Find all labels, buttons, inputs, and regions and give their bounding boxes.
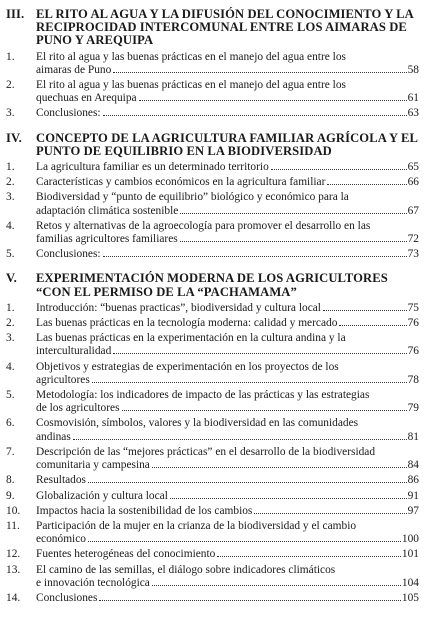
entry-title-line: Retos y alternativas de la agroecología para promover el desarrollo en las: [36, 219, 371, 232]
toc-section: [6, 272, 419, 605]
toc-entry: [6, 490, 419, 503]
page-number: 67: [407, 204, 419, 217]
entry-title-line: Metodología: los indicadores de impacto de las prácticas y las estrategias: [36, 389, 370, 402]
page-number: 97: [407, 504, 419, 517]
dot-leader: [339, 325, 406, 326]
toc-entry: [6, 564, 419, 590]
entry-title: aimaras de Puno: [36, 63, 112, 76]
page-number: 84: [407, 459, 419, 472]
page-number: 63: [407, 107, 419, 120]
page-number: 72: [407, 233, 419, 246]
entry-title: de los agricultores: [36, 402, 120, 415]
entry-last-line: [36, 161, 419, 174]
page-number: 86: [407, 474, 419, 487]
entry-number: 6.: [6, 417, 15, 430]
entry-body: [36, 332, 419, 358]
page-number: 75: [407, 301, 419, 314]
entry-body: [36, 220, 419, 246]
page-number: 73: [407, 248, 419, 261]
entry-body: [36, 51, 419, 77]
entry-number: 4.: [6, 219, 15, 232]
entry-title: Conclusiones:: [36, 107, 101, 120]
entry-title: e innovación tecnológica: [36, 576, 150, 589]
entry-number: 2.: [6, 317, 15, 330]
dot-leader: [113, 72, 406, 73]
section-number: III.: [6, 7, 25, 21]
entry-body: [36, 79, 419, 105]
entry-title: Globalización y cultura local: [36, 489, 168, 502]
entry-title: Conclusiones:: [36, 248, 101, 261]
dot-leader: [327, 184, 406, 185]
dot-leader: [152, 467, 407, 468]
entry-last-line: [36, 107, 419, 120]
toc-entry: [6, 176, 419, 189]
entry-number: 3.: [6, 332, 15, 345]
dot-leader: [122, 410, 407, 411]
entry-title: Las buenas prácticas en la tecnología moderna: calidad y mercado: [36, 317, 338, 330]
toc-entry: [6, 548, 419, 561]
entry-number: 2.: [6, 176, 15, 189]
entry-number: 5.: [6, 389, 15, 402]
entry-body: [36, 564, 419, 590]
entry-title: interculturalidad: [36, 345, 112, 358]
section-heading: [6, 132, 419, 158]
dot-leader: [103, 115, 407, 116]
entry-last-line: [36, 490, 419, 503]
entry-body: [36, 446, 419, 472]
entry-number: 12.: [6, 548, 21, 561]
entry-title: La agricultura familiar es un determinado territorio: [36, 161, 269, 174]
entry-body: [36, 361, 419, 387]
dot-leader: [99, 600, 401, 601]
entry-body: [36, 191, 419, 217]
dot-leader: [180, 213, 406, 214]
page-number: 61: [407, 92, 419, 105]
page-number: 100: [401, 533, 419, 546]
entry-title-line: El camino de las semillas, el diálogo sobre indicadores climáticos: [36, 563, 336, 576]
page-number: 81: [407, 430, 419, 443]
entry-title: Características y cambios económicos en la agricultura familiar: [36, 176, 326, 189]
entry-title: andinas: [36, 430, 71, 443]
entry-title: adaptación climática sostenible: [36, 204, 179, 217]
section-number: IV.: [6, 130, 22, 145]
entry-last-line: [36, 533, 419, 546]
toc-entry: [6, 302, 419, 315]
entry-last-line: [36, 577, 419, 590]
dot-leader: [139, 100, 407, 101]
entry-title: Fuentes heterogéneas del conocimiento: [36, 548, 216, 561]
section-title: CONCEPTO DE LA AGRICULTURA FAMILIAR AGRÍCOLA Y EL PUNTO DE EQUILIBRIO EN LA BIODIVERSIDAD: [36, 130, 418, 158]
toc-entry: [6, 79, 419, 105]
entry-last-line: [36, 233, 419, 246]
toc-section: [6, 132, 419, 262]
entry-title: quechuas en Arequipa: [36, 92, 137, 105]
entry-body: [36, 248, 419, 261]
entry-number: 13.: [6, 563, 21, 576]
page-number: 78: [407, 373, 419, 386]
dot-leader: [103, 256, 407, 257]
entry-title-line: Descripción de las “mejores prácticas” en el desarrollo de la biodiversidad: [36, 445, 376, 458]
toc-entry: [6, 389, 419, 415]
entry-title: económico: [36, 533, 86, 546]
entry-last-line: [36, 92, 419, 105]
entry-last-line: [36, 176, 419, 189]
entry-last-line: [36, 317, 419, 330]
entry-number: 2.: [6, 79, 15, 92]
entry-last-line: [36, 431, 419, 444]
entry-number: 9.: [6, 489, 15, 502]
page-number: 58: [407, 63, 419, 76]
dot-leader: [113, 353, 406, 354]
toc-entry: [6, 51, 419, 77]
dot-leader: [88, 482, 407, 483]
entry-last-line: [36, 548, 419, 561]
dot-leader: [152, 585, 401, 586]
section-number: V.: [6, 271, 17, 286]
page-number: 65: [407, 161, 419, 174]
entry-last-line: [36, 64, 419, 77]
entry-number: 1.: [6, 50, 15, 63]
entry-title: Conclusiones: [36, 591, 98, 604]
entry-last-line: [36, 505, 419, 518]
entry-number: 3.: [6, 191, 15, 204]
section-heading: [6, 272, 419, 298]
entry-last-line: [36, 459, 419, 472]
toc-entry: [6, 107, 419, 120]
entry-number: 8.: [6, 474, 15, 487]
toc-section: [6, 8, 419, 121]
entry-number: 14.: [6, 591, 21, 604]
entry-body: [36, 317, 419, 330]
entry-title-line: El rito al agua y las buenas prácticas en el manejo del agua entre los: [36, 79, 346, 92]
entry-body: [36, 417, 419, 443]
entry-title: agricultores: [36, 373, 90, 386]
dot-leader: [88, 541, 401, 542]
entry-body: [36, 505, 419, 518]
toc-entry: [6, 417, 419, 443]
toc-entry: [6, 161, 419, 174]
entry-title: Impactos hacia la sostenibilidad de los cambios: [36, 504, 253, 517]
toc-entry: [6, 332, 419, 358]
dot-leader: [180, 241, 407, 242]
page-number: 91: [407, 489, 419, 502]
entry-last-line: [36, 248, 419, 261]
entry-last-line: [36, 474, 419, 487]
entry-body: [36, 107, 419, 120]
toc-entry: [6, 361, 419, 387]
toc-entry: [6, 446, 419, 472]
entry-title-line: Objetivos y estrategias de experimentación en los proyectos de los: [36, 360, 339, 373]
dot-leader: [92, 382, 407, 383]
dot-leader: [323, 310, 407, 311]
entry-body: [36, 490, 419, 503]
entry-number: 7.: [6, 445, 15, 458]
section-title: EL RITO AL AGUA Y LA DIFUSIÓN DEL CONOCIMIENTO Y LA RECIPROCIDAD INTERCOMUNAL ENTRE LOS AIMARAS DE PUNO Y AREQUIPA: [36, 7, 414, 48]
toc-entry: [6, 317, 419, 330]
entry-last-line: [36, 402, 419, 415]
page-number: 76: [407, 317, 419, 330]
entry-last-line: [36, 205, 419, 218]
entry-body: [36, 592, 419, 605]
toc-entry: [6, 191, 419, 217]
section-heading: [6, 8, 419, 48]
entry-number: 11.: [6, 519, 20, 532]
dot-leader: [254, 513, 406, 514]
entry-last-line: [36, 374, 419, 387]
entry-title: comunitaria y campesina: [36, 459, 150, 472]
entry-title-line: Las buenas prácticas en la experimentación en la cultura andina y la: [36, 332, 346, 345]
entry-number: 1.: [6, 301, 15, 314]
page-number: 66: [407, 176, 419, 189]
entry-title: Resultados: [36, 474, 86, 487]
entry-number: 4.: [6, 360, 15, 373]
dot-leader: [271, 169, 407, 170]
page-number: 105: [401, 591, 419, 604]
dot-leader: [73, 439, 407, 440]
dot-leader: [170, 498, 407, 499]
entry-title: Introducción: “buenas practicas”, biodiversidad y cultura local: [36, 301, 321, 314]
entry-body: [36, 176, 419, 189]
entry-title: familias agricultores familiares: [36, 233, 178, 246]
entry-title-line: Participación de la mujer en la crianza de la biodiversidad y el cambio: [36, 519, 357, 532]
entry-last-line: [36, 302, 419, 315]
entry-title-line: El rito al agua y las buenas prácticas en el manejo del agua entre los: [36, 50, 346, 63]
entry-title-line: Cosmovisión, símbolos, valores y la biodiversidad en las comunidades: [36, 417, 359, 430]
page-number: 79: [407, 402, 419, 415]
entry-last-line: [36, 592, 419, 605]
entry-body: [36, 474, 419, 487]
dot-leader: [217, 556, 401, 557]
entry-number: 1.: [6, 161, 15, 174]
toc-entry: [6, 474, 419, 487]
entry-last-line: [36, 345, 419, 358]
page-number: 104: [401, 576, 419, 589]
entry-title-line: Biodiversidad y “punto de equilibrio” biológico y económico para la: [36, 191, 349, 204]
entry-body: [36, 161, 419, 174]
toc-entry: [6, 592, 419, 605]
toc-entry: [6, 220, 419, 246]
entry-number: 5.: [6, 248, 15, 261]
toc-entry: [6, 505, 419, 518]
section-title: EXPERIMENTACIÓN MODERNA DE LOS AGRICULTORES “CON EL PERMISO DE LA “PACHAMAMA”: [36, 271, 388, 299]
entry-body: [36, 302, 419, 315]
entry-number: 10.: [6, 504, 21, 517]
entry-number: 3.: [6, 107, 15, 120]
entry-body: [36, 389, 419, 415]
toc-entry: [6, 520, 419, 546]
entry-body: [36, 520, 419, 546]
entry-body: [36, 548, 419, 561]
page-number: 101: [401, 548, 419, 561]
toc-entry: [6, 248, 419, 261]
page-number: 76: [407, 345, 419, 358]
